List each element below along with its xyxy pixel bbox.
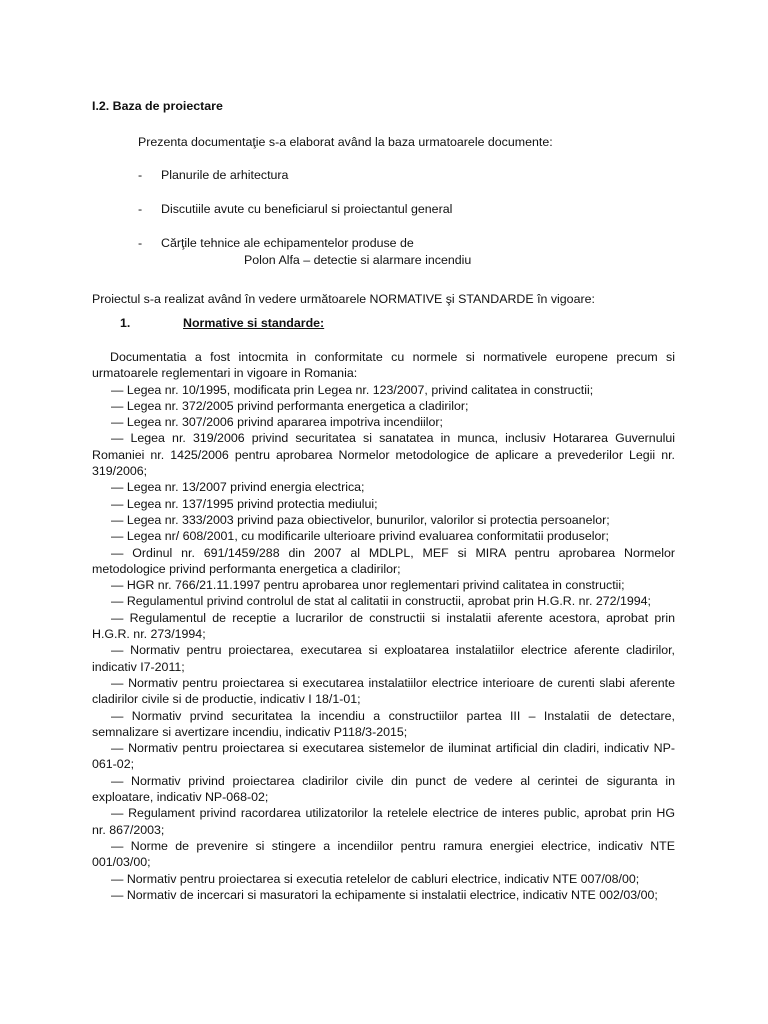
regulation-item: — Norme de prevenire si stingere a incendiilor pentru ramura energiei electrice, indicativ NTE 001/03/00; bbox=[92, 838, 675, 870]
normative-title: Normative si standarde: bbox=[183, 316, 325, 330]
section-heading: I.2. Baza de proiectare bbox=[92, 99, 223, 113]
regulation-item: — Legea nr. 333/2003 privind paza obiectivelor, bunurilor, valorilor si protectia persoanelor; bbox=[111, 512, 610, 527]
regulation-item: — Normativ de incercari si masuratori la echipamente si instalatii electrice, indicativ NTE 002/03/00; bbox=[111, 887, 658, 902]
regulation-item: — Regulament privind racordarea utilizatorilor la retelele electrice de interes public, aprobat prin HG nr. 867/2003; bbox=[92, 806, 675, 837]
bullet-continuation: Polon Alfa – detectie si alarmare incendiu bbox=[244, 253, 472, 267]
regulation-item: — Legea nr. 13/2007 privind energia electrica; bbox=[111, 480, 365, 495]
regulation-item: — Legea nr. 137/1995 privind protectia mediului; bbox=[111, 496, 378, 511]
regulation-item: — Legea nr. 10/1995, modificata prin Legea nr. 123/2007, privind calitatea in constructii; bbox=[111, 382, 594, 397]
regulation-item: — Regulamentul de receptie a lucrarilor de constructii si instalatii aferente acestora, aprobat prin H.G.R. nr. 273/1994; bbox=[92, 610, 675, 642]
regulation-item: — Regulamentul privind controlul de stat al calitatii in constructii, aprobat prin H.G.R. nr. 272/1994; bbox=[111, 594, 651, 609]
regulation-item: — Ordinul nr. 691/1459/288 din 2007 al MDLPL, MEF si MIRA pentru aprobarea Normelor metodologice privind performanta energetica a cladirilor; bbox=[92, 545, 675, 576]
regulation-item: — Legea nr. 319/2006 privind securitatea si sanatatea in munca, inclusiv Hotararea Guvernului Romaniei nr. 1425/2006 pentru aprobarea Normelor metodologice de aplicare a prevederilor Legii nr. 319/2006; bbox=[92, 431, 675, 479]
documentation-paragraph: Documentatia a fost intocmita in conformitate cu normele si normativele europene precum si urmatoarele reglementari in vigoare in Romania: bbox=[92, 350, 675, 381]
regulation-item: — Legea nr/ 608/2001, cu modificarile ulterioare privind evaluarea conformitatii produselor; bbox=[111, 529, 609, 544]
bullet-item: Planurile de arhitectura bbox=[161, 168, 289, 182]
bullet-dash: - bbox=[138, 168, 143, 182]
bullet-dash: - bbox=[138, 236, 143, 250]
bullet-item: Discutiile avute cu beneficiarul si proiectantul general bbox=[161, 202, 453, 216]
regulation-item: — Normativ pentru proiectarea si executia retelelor de cabluri electrice, indicativ NTE 007/08/00; bbox=[111, 871, 640, 886]
bullet-item: Cărţile tehnice ale echipamentelor produse de bbox=[161, 236, 414, 250]
regulation-item: — Legea nr. 307/2006 privind apararea impotriva incendiilor; bbox=[111, 415, 443, 430]
bullet-dash: - bbox=[138, 202, 143, 216]
intro-text: Prezenta documentaţie s-a elaborat având la baza urmatoarele documente: bbox=[138, 135, 553, 149]
regulation-item: — Normativ pentru proiectarea, executarea si exploatarea instalatiilor electrice aferente cladirilor, indicativ I7-2011; bbox=[92, 643, 675, 674]
regulation-item: — Normativ pentru proiectarea si executarea sistemelor de iluminat artificial din cladiri, indicativ NP-061-02; bbox=[92, 741, 675, 772]
regulation-item: — Legea nr. 372/2005 privind performanta energetica a cladirilor; bbox=[111, 398, 469, 413]
normative-number: 1. bbox=[120, 316, 131, 330]
regulation-item: — HGR nr. 766/21.11.1997 pentru aprobarea unor reglementari privind calitatea in constructii; bbox=[111, 578, 625, 593]
project-statement: Proiectul s-a realizat având în vedere următoarele NORMATIVE şi STANDARDE în vigoare: bbox=[92, 292, 595, 306]
regulation-item: — Normativ pentru proiectarea si executarea instalatiilor electrice interioare de curenti slabi aferente cladirilor civile si de productie, indicativ I 18/1-01; bbox=[92, 675, 675, 707]
regulation-item: — Normativ privind proiectarea cladirilor civile din punct de vedere al cerintei de siguranta in exploatare, indicativ NP-068-02; bbox=[92, 773, 675, 805]
regulations-block bbox=[92, 349, 675, 903]
regulation-item: — Normativ prvind securitatea la incendiu a constructiilor partea III – Instalatii de detectare, semnalizare si avertizare incendiu, indicativ P118/3-2015; bbox=[92, 708, 675, 739]
